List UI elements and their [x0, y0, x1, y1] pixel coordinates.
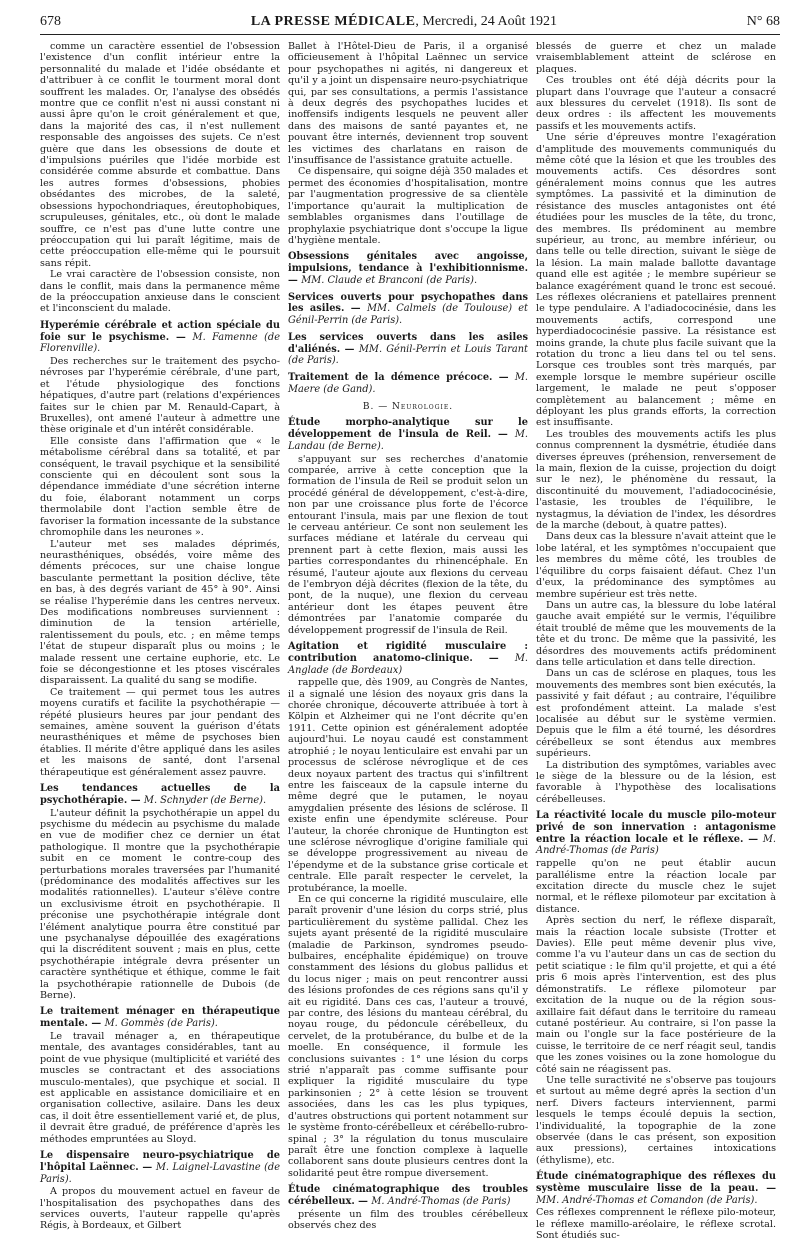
article-heading [40, 783, 280, 807]
article-author: MM. Claude et Branconi (de Paris). [301, 274, 478, 286]
paragraph: Le vrai caractère de l'obsession consiste, non dans le conflit, mais dans la permanence même de la préoccupation anxieuse dans le conscient et l'inconscient du malade. [40, 269, 280, 315]
paragraph: L'auteur définit la psychothérapie un appel du psychisme du médecin au psychisme du malade en vue de modifier chez ce dernier un état pathologique. Il montre que la psychothérapie subit en ce moment le contre-coup des perturbations morales traversées par l'humanité (prédominance des modalités affectives sur les modalités rationnelles). L'auteur s'élève contre un exclusivisme étroit en psychothérapie. Il préconise une psychothérapie intégrale dont l'élément analytique pourra être constitué par une psychanalyse dépouillée des exagérations qui la discréditent souvent ; mais en plus, cette psychothérapie intégrale devra présenter un caractère synthétique et éthique, comme le fait la psychothérapie rationnelle de Dubois (de Berne). [40, 807, 280, 1002]
article-title: Étude cinématographique des troubles cérébelleux. — [288, 1184, 528, 1207]
article-title: Les tendances actuelles de la psychothérapie. — [40, 783, 280, 806]
article-title: Traitement de la démence précoce. — [288, 372, 515, 384]
article-title: Services ouverts pour psychopathes dans les asiles. — [288, 291, 528, 315]
column-2 [288, 41, 528, 1242]
paragraph: Après section du nerf, le réflexe disparaît, mais la réaction locale subsiste (Trotter et Davies). Elle peut même devenir plus vive, comme l'a vu l'auteur dans un cas de section du petit sciatique : le film qu'il projette, et qui a été pris 6 mois après l'intervention, est des plus démonstratifs. Le réflexe pilomoteur par excitation de la nuque ou de la région sous-axillaire fait défaut dans le territoire du rameau cutané postérieur. Au contraire, si l'on passe la main ou l'ongle sur la face postérieure de la cuisse, le territoire de ce nerf réagit seul, tandis que les zones voisines ou la zone homologue du côté sain ne réagissent pas. [536, 915, 776, 1075]
article-title: Le traitement ménager en thérapeutique mentale. — [40, 1006, 280, 1030]
article-title: Les services ouverts dans les asiles d'aliénés. — [288, 331, 528, 355]
issue-date: , Mercredi, 24 Août 1921 [415, 14, 557, 29]
article-heading [288, 332, 528, 367]
article-heading [288, 251, 528, 286]
paragraph: A propos du mouvement actuel en faveur de l'hospitalisation des psychopathes dans des services ouverts, l'auteur rappelle qu'après Régis, à Bordeaux, et Gilbert [40, 1186, 280, 1232]
paragraph: Le travail ménager a, en thérapeutique mentale, des avantages considérables, tant au point de vue physique (multiplicité et variété des muscles se contractant et des associations musculo-mentales), que psychique et social. Il est applicable en assistance domiciliaire et en organisation collective, asilaire. Dans les deux cas, il doit être essentiellement varié et, de plus, il devrait être gradué, de préférence d'après les méthodes empruntées au Sloyd. [40, 1030, 280, 1145]
article-author: M. Gommès (de Paris). [104, 1018, 218, 1030]
paragraph: Une telle suractivité ne s'observe pas toujours et surtout au même degré après la section d'un nerf. Divers facteurs interviennent, parmi lesquels le temps écoulé depuis la section, l'individualité, la topographie de la zone observée (dans le cas présent, son exposition aux pressions), certaines intoxications (éthylisme), etc. [536, 1074, 776, 1166]
article-heading [536, 810, 776, 857]
paragraph: Dans un cas de sclérose en plaques, tous les mouvements des membres sont bien exécutés, la passivité y fait défaut ; au contraire, l'équilibre est profondément atteint. La malade s'est localisée au début sur le système vermien. Depuis que le film a été tourné, les désordres cérébelleux se sont étendus aux membres supérieurs. [536, 668, 776, 760]
article-title: Agitation et rigidité musculaire : contribution anatomo-clinique. — [288, 641, 528, 664]
article-author: M. Anglade (de Bordeaux) [288, 652, 528, 676]
paragraph: Les troubles des mouvements actifs les plus connus comprennent la dysmétrie, étudiée dans diverses épreuves (préhension, renversement de la main, flexion de la cuisse, projection du doigt sur le nez), le phénomène du ressaut, la discontinuité du mouvement, l'adiadococinésie, l'astasie, les troubles de l'équilibre, le nystagmus, la déviation de l'index, les désordres de la marche (debout, à quatre pattes). [536, 428, 776, 532]
article-author: M. Laignel-Lavastine (de Paris). [40, 1161, 280, 1185]
paragraph: Ces réflexes comprennent le réflexe pilo-moteur, le réflexe mamillo-aréolaire, le réflexe scrotal. Sont étudiés suc- [536, 1207, 776, 1242]
article-title: Le dispensaire neuro-psychiatrique de l'hôpital Laënnec. — [40, 1150, 280, 1173]
paragraph: En ce qui concerne la rigidité musculaire, elle paraît provenir d'une lésion du corps strié, plus particulièrement du système pallidal. Chez les sujets ayant présenté de la rigidité musculaire (maladie de Parkinson, syndromes pseudo-bulbaires, encéphalite épidémique) on trouve constamment des lésions du globus pallidus et du locus niger ; mais on peut rencontrer aussi des lésions profondes de ces régions sans qu'il y ait eu rigidité. Dans ces cas, l'auteur a trouvé, par contre, des lésions du manteau cérébral, du noyau rouge, du pédoncule cérébelleux, du cervelet, de la protubérance, du bulbe et de la moelle. En conséquence, il formule les conclusions suivantes : 1° une lésion du corps strié n'apparaît pas comme suffisante pour expliquer la rigidité musculaire du type parkinsonien ; 2° à cette lésion se trouvent associées, dans les cas les plus typiques, d'autres obstructions qui portent notamment sur le système fronto-cérébelleux et cérébello-rubro-spinal ; 3° la régulation du tonus musculaire paraît être une fonction complexe à laquelle collaborent sans doute plusieurs centres dont la solidarité peut être rompue diversement. [288, 893, 528, 1179]
page-number: 678 [40, 14, 61, 29]
article-heading [40, 1150, 280, 1185]
article-heading [288, 1184, 528, 1208]
paragraph: Elle consiste dans l'affirmation que « le métabolisme cérébral dans sa totalité, et par conséquent, le travail psychique et la sensibilité consciente qui en découlent sont sous la dépendance immédiate d'une sécrétion interne du foie, élaborant notamment un corps thermolabile dont l'action semble être de favoriser la formation incessante de la substance chromophile dans les neurones ». [40, 435, 280, 539]
column-3 [536, 41, 776, 1242]
article-title: Obsessions génitales avec angoisse, impulsions, tendance à l'exhibitionnisme. — [288, 251, 528, 286]
article-heading [40, 1006, 280, 1030]
article-title: Étude morpho-analytique sur le développement de l'insula de Reil. — [288, 417, 528, 441]
paragraph: La distribution des symptômes, variables avec le siège de la blessure ou de la lésion, est favorable à l'hypothèse des localisations cérébelleuses. [536, 759, 776, 805]
article-author: MM. André-Thomas et Comandon (de Paris). [536, 1194, 758, 1206]
article-title: Hyperémie cérébrale et action spéciale du foie sur le psychisme. — [40, 319, 280, 343]
paragraph: rappelle que, dès 1909, au Congrès de Nantes, il a signalé une lésion des noyaux gris dans la chorée chronique, découverte attribuée à tort à Kölpin et Alzheimer qui ne l'ont décrite qu'en 1911. Cette opinion est généralement adoptée aujourd'hui. Le noyau caudé est constamment atrophié ; le noyau lenticulaire est envahi par un processus de sclérose névroglique et de ces deux noyaux partent des tractus qui s'infiltrent entre les faisceaux de la capsule interne du même degré que le putamen, le noyau amygdalien présente des lésions de sclérose. Il existe enfin une épendymite scléreuse. Pour l'auteur, la chorée chronique de Huntington est une sclérose névroglique d'origine familiale qui se développe progressivement au niveau de l'épendyme et de la substance grise corticale et centrale. Elle paraît respecter le cervelet, la protubérance, la moelle. [288, 677, 528, 894]
article-author: M. Schnyder (de Berne). [143, 794, 267, 806]
article-author: MM. Calmels (de Toulouse) et Génil-Perrin (de Paris). [288, 303, 528, 327]
paragraph: rappelle qu'on ne peut établir aucun parallélisme entre la réaction locale par excitation directe du muscle chez le sujet normal, et le réflexe pilomoteur par excitation à distance. [536, 858, 776, 915]
article-heading [288, 417, 528, 452]
paragraph: s'appuyant sur ses recherches d'anatomie comparée, arrive à cette conception que la formation de l'insula de Reil se produit selon un procédé général de développement, c'est-à-dire, non par une croissance plus forte de l'écorce entourant l'insula, mais par une flexion de tout le cerveau antérieur. Ce sont non seulement les surfaces médiane et latérale du cerveau qui prennent part à cette flexion, mais aussi les parties correspondantes du rhinencéphale. En résumé, l'auteur ajoute aux flexions du cerveau de l'embryon déjà décrites (flexion de la tête, du pont, de la nuque), une flexion du cerveau antérieur dont les étapes peuvent être démontrées par l'anatomie comparée du développement progressif de l'insula de Reil. [288, 453, 528, 636]
paragraph: Dans un autre cas, la blessure du lobe latéral gauche avait empiété sur le vermis, l'équilibre était troublé de même que les mouvements de la tête et du tronc. De même que la passivité, les désordres des mouvements actifs prédominent dans telle articulation et dans telle direction. [536, 599, 776, 668]
article-heading [40, 320, 280, 355]
article-author: M. André-Thomas (de Paris) [371, 1195, 511, 1207]
article-heading [288, 292, 528, 327]
page-header [40, 14, 780, 35]
paragraph: Des recherches sur le traitement des psycho-névroses par l'hyperémie cérébrale, d'une part, et l'étude physiologique des fonctions hépatiques, d'autre part (relations d'expériences faites sur le chien par M. Renauld-Capart, à Bruxelles), ont amené l'auteur à admettre une thèse originale et d'un intérêt considérable. [40, 356, 280, 436]
paragraph: Ces troubles ont été déjà décrits pour la plupart dans l'ouvrage que l'auteur a consacré aux blessures du cervelet (1918). Ils sont de deux ordres : ils affectent les mouvements passifs et les mouvements actifs. [536, 75, 776, 132]
section-heading: B. — Neurologie. [362, 401, 454, 412]
paragraph: présente un film des troubles cérébelleux observés chez des [288, 1208, 528, 1232]
newspaper-page [40, 14, 780, 1242]
journal-title: LA PRESSE MÉDICALE [250, 14, 416, 29]
paragraph: Dans deux cas la blessure n'avait atteint que le lobe latéral, et les symptômes n'occupaient que les membres du même côté, les troubles de l'équilibre du corps faisaient défaut. Chez l'un d'eux, la prédominance des symptômes au membre supérieur est très nette. [536, 531, 776, 600]
article-heading [288, 641, 528, 676]
paragraph: Ce dispensaire, qui soigne déjà 350 malades et permet des économies d'hospitalisation, montre par l'augmentation progressive de sa clientèle l'importance qu'aurait la multiplication de semblables organismes dans l'outillage de prophylaxie psychiatrique dont s'occupe la ligue d'hygiène mentale. [288, 166, 528, 246]
article-heading [536, 1171, 776, 1206]
paragraph: Une série d'épreuves montre l'exagération d'amplitude des mouvements communiqués du même côté que la lésion et que les troubles des mouvements actifs. Ces désordres sont généralement moins connus que les autres symptômes. La passivité et la diminution de résistance des muscles antagonistes ont été étudiées pour les muscles de la tête, du tronc, des membres. Ils prédominent au membre supérieur, au tronc, au membre inférieur, ou dans telle ou telle direction, suivant le siège de la lésion. La main malade ballotte davantage quand elle est agitée ; le membre supérieur se balance exagérément quand le tronc est secoué. Les réflexes olécraniens et patellaires prennent le type pendulaire. A l'adiadococinésie, dans les mouvements actifs, correspond une hyperdiadococinésie passive. La résistance est moins grande, la chute plus facile suivant que la rotation du tronc a lieu dans tel ou tel sens. Lorsque ces troubles sont très marqués, par exemple lorsque le membre supérieur oscille largement, le malade ne peut s'opposer complètement au balancement ; même en déployant les plus grands efforts, la correction est insuffisante. [536, 132, 776, 429]
paragraph: comme un caractère essentiel de l'obsession l'existence d'un conflit intérieur entre la personnalité du malade et l'idée obsédante et d'attribuer à ce conflit le tourment moral dont souffrent les malades. Or, l'analyse des obsédés montre que ce conflit n'est ni aussi constant ni aussi âpre qu'on le croit généralement et que, dans la majorité des cas, il n'est nullement responsable des angoisses des sujets. Ce n'est guère que dans les obsessions de doute et d'impulsions puériles que l'idée morbide est considérée comme absurde et combattue. Dans les autres formes d'obsessions, phobies obsédantes des microbes, de la saleté, obsessions hypochondriaques, éreutophobiques, scrupuleuses, génitales, etc., où dont le malade souffre, ce n'est pas d'une lutte contre une préoccupation qui lui paraît légitime, mais de cette préoccupation elle-même qui le poursuit sans répit. [40, 41, 280, 269]
article-title: La réactivité locale du muscle pilo-moteur privé de son innervation : antagonisme entre la réaction locale et le réflexe. — [536, 810, 776, 845]
article-title: Étude cinématographique des réflexes du système musculaire lisse de la peau. — [536, 1171, 776, 1194]
paragraph: Ce traitement — qui permet tous les autres moyens curatifs et facilite la psychothérapie — répété plusieurs heures par jour pendant des semaines, amène souvent la guérison d'états neurasthéniques et même de psychoses bien établies. Il mérite d'être appliqué dans les asiles et les maisons de santé, dont l'arsenal thérapeutique est généralement assez pauvre. [40, 686, 280, 778]
article-author: M. André-Thomas (de Paris) [536, 833, 776, 857]
article-author: M. Landau (de Berne). [288, 429, 528, 452]
article-author: MM. Génil-Perrin et Louis Tarant (de Paris). [288, 343, 528, 367]
column-1 [40, 41, 280, 1242]
article-author: M. Maere (de Gand). [288, 372, 528, 395]
paragraph: L'auteur met ses malades déprimés, neurasthéniques, obsédés, voire même des déments précoces, sur une chaise longue basculante permettant la position déclive, tête en bas, à des degrés variant de 45° à 90°. Ainsi se réalise l'hyperémie dans les centres nerveux. Des modifications nombreuses surviennent : diminution de la tension artérielle, ralentissement du pouls, etc. ; en même temps l'état de stupeur disparaît plus ou moins ; le malade ressent une certaine euphorie, etc. Le foie se décongestionne et les ptoses viscérales disparaissent. La qualité du sang se modifie. [40, 538, 280, 687]
paragraph: blessés de guerre et chez un malade vraisemblablement atteint de sclérose en plaques. [536, 41, 776, 75]
columns [40, 41, 780, 1242]
paragraph: Ballet à l'Hôtel-Dieu de Paris, il a organisé officieusement à l'hôpital Laënnec un service pour psychopathes ni agités, ni dangereux et qu'il y a joint un dispensaire neuro-psychiatrique qui, par ses consultations, a permis l'assistance à deux degrés des psychopathes lucides et inoffensifs indigents lesquels ne peuvent aller dans des maisons de santé payantes et, ne pouvant être internés, deviennent trop souvent les victimes des charlatans en raison de l'insuffisance de l'assistance gratuite actuelle. [288, 41, 528, 167]
article-author: M. Famenne (de Florenville). [40, 331, 281, 355]
issue-number: N° 68 [746, 14, 780, 29]
masthead [251, 14, 557, 30]
article-heading [288, 372, 528, 396]
